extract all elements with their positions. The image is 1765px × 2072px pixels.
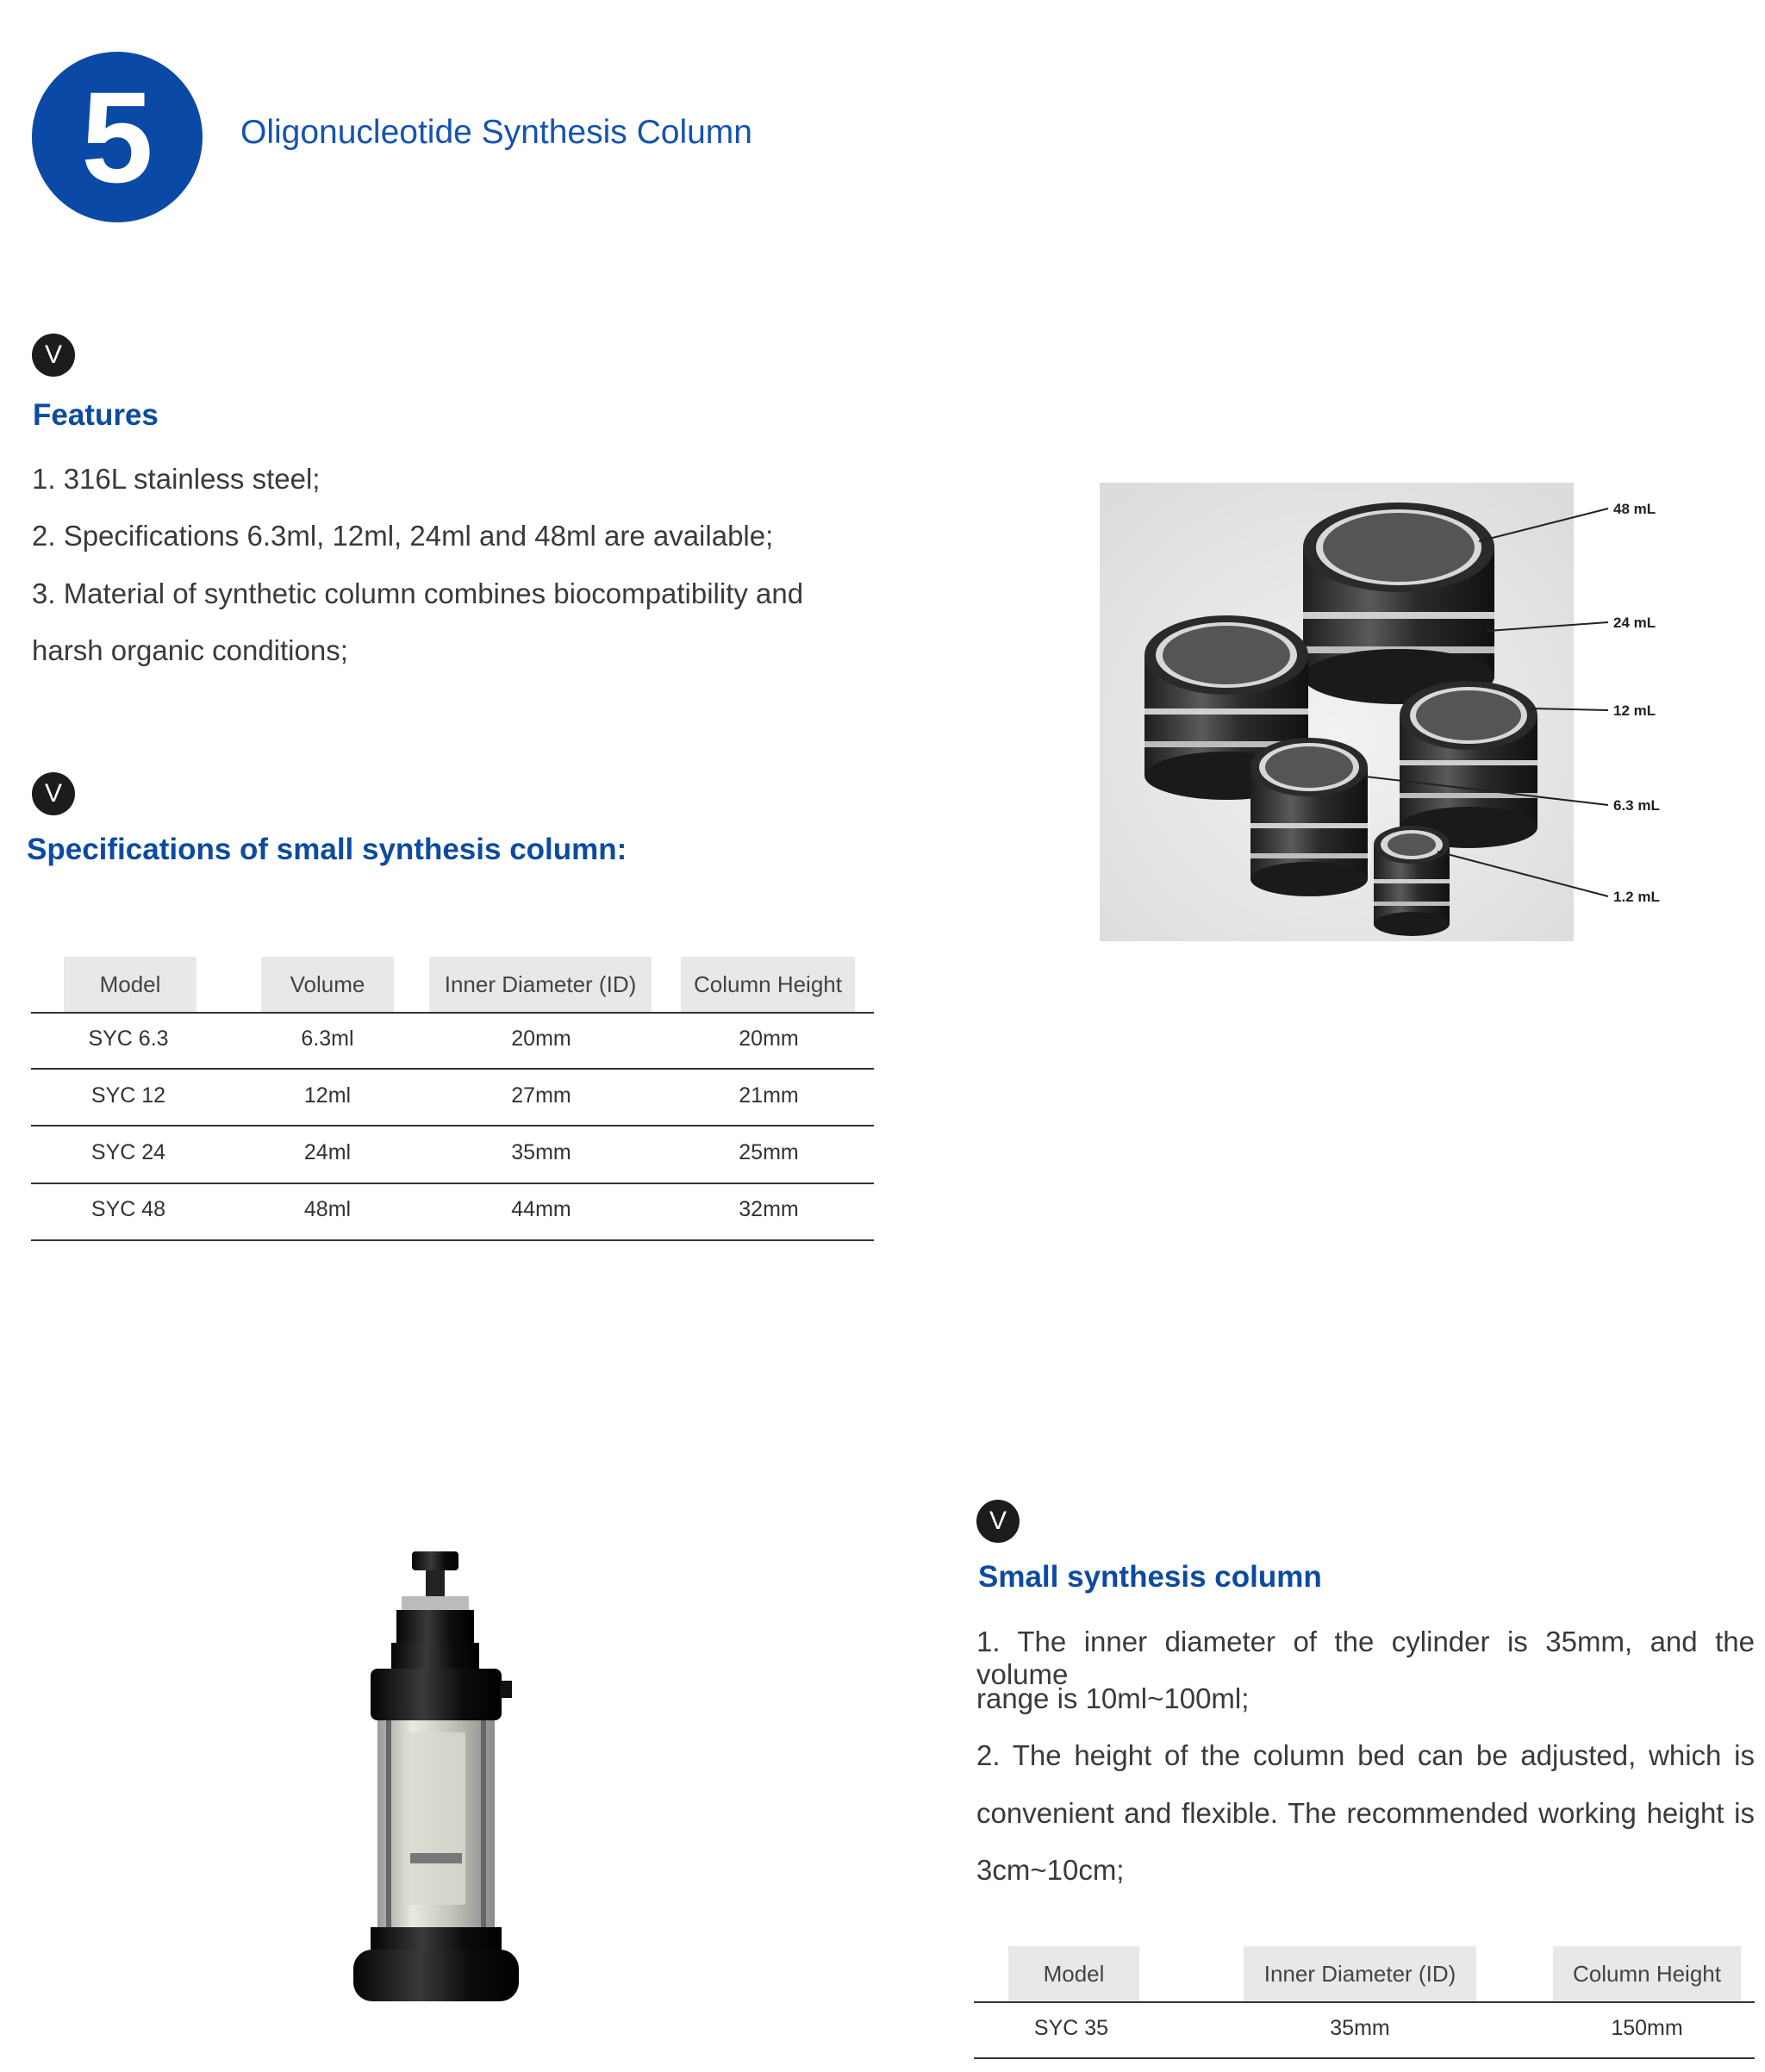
- table-rule: [974, 2057, 1755, 2059]
- page-title: Oligonucleotide Synthesis Column: [240, 114, 752, 151]
- photo-label-12ml: 12 mL: [1613, 702, 1656, 719]
- table-cell-height: 150mm: [1611, 2016, 1683, 2040]
- table-header-inner-diameter: Inner Diameter (ID): [429, 957, 652, 1012]
- section-number-badge: 5: [32, 52, 203, 222]
- table-rule: [974, 2001, 1755, 2003]
- photo-label-48ml: 48 mL: [1613, 501, 1656, 517]
- table-cell-model: SYC 24: [90, 1140, 166, 1164]
- table-header-column-height: Column Height: [1553, 1946, 1741, 2001]
- table-cell-id: 27mm: [511, 1083, 571, 1108]
- table-cell-height: 32mm: [739, 1197, 799, 1221]
- table-header-volume: Volume: [261, 957, 394, 1012]
- table-header-inner-diameter: Inner Diameter (ID): [1244, 1946, 1476, 2001]
- small-column-line-2: range is 10ml~100ml;: [976, 1682, 1250, 1714]
- table-cell-height: 25mm: [739, 1140, 799, 1164]
- table-header-model: Model: [64, 957, 196, 1012]
- table-rule: [31, 1125, 874, 1126]
- spec-small-title: Specifications of small synthesis column:: [27, 833, 627, 866]
- section-badge-features: V: [32, 334, 75, 377]
- synthesis-column-photo: [336, 1551, 543, 2017]
- feature-item-3-cont: harsh organic conditions;: [32, 634, 348, 666]
- table-rule: [31, 1012, 874, 1014]
- table-cell-volume: 6.3ml: [301, 1027, 354, 1051]
- small-column-line-3: 2. The height of the column bed can be adjusted, which is: [976, 1739, 1755, 1771]
- small-column-title: Small synthesis column: [978, 1560, 1322, 1594]
- table-cell-volume: 12ml: [303, 1083, 352, 1108]
- table-rule: [31, 1239, 874, 1241]
- photo-label-1-2ml: 1.2 mL: [1613, 889, 1660, 905]
- table-rule: [31, 1183, 874, 1184]
- table-rule: [31, 1068, 874, 1070]
- features-title: Features: [33, 398, 159, 432]
- table-cell-volume: 48ml: [303, 1197, 352, 1221]
- feature-item-2: 2. Specifications 6.3ml, 12ml, 24ml and 48ml are available;: [32, 520, 774, 552]
- table-header-column-height: Column Height: [681, 957, 855, 1012]
- feature-item-3: 3. Material of synthetic column combines biocompatibility and: [32, 577, 804, 609]
- section-badge-small-column: V: [976, 1500, 1020, 1543]
- section-badge-specs: V: [32, 772, 75, 815]
- table-cell-height: 20mm: [739, 1027, 799, 1051]
- table-cell-id: 44mm: [511, 1197, 571, 1221]
- small-column-line-4: convenient and flexible. The recommended working height is: [976, 1797, 1755, 1829]
- table-cell-model: SYC 35: [1033, 2016, 1109, 2040]
- photo-label-24ml: 24 mL: [1613, 615, 1656, 631]
- photo-label-6-3ml: 6.3 mL: [1613, 797, 1660, 814]
- table-cell-id: 35mm: [1330, 2016, 1390, 2040]
- feature-item-1: 1. 316L stainless steel;: [32, 463, 321, 495]
- column-sizes-photo: [1100, 483, 1668, 948]
- table-cell-model: SYC 12: [90, 1083, 166, 1108]
- table-cell-volume: 24ml: [303, 1140, 352, 1164]
- table-cell-id: 20mm: [511, 1027, 571, 1051]
- table-cell-height: 21mm: [739, 1083, 799, 1108]
- table-cell-id: 35mm: [511, 1140, 571, 1164]
- small-column-line-5: 3cm~10cm;: [976, 1854, 1125, 1886]
- table-cell-model: SYC 48: [90, 1197, 166, 1221]
- small-column-line-1: 1. The inner diameter of the cylinder is 35mm, and the volume: [976, 1626, 1755, 1690]
- table-header-model: Model: [1008, 1946, 1139, 2001]
- table-cell-model: SYC 6.3: [88, 1027, 169, 1051]
